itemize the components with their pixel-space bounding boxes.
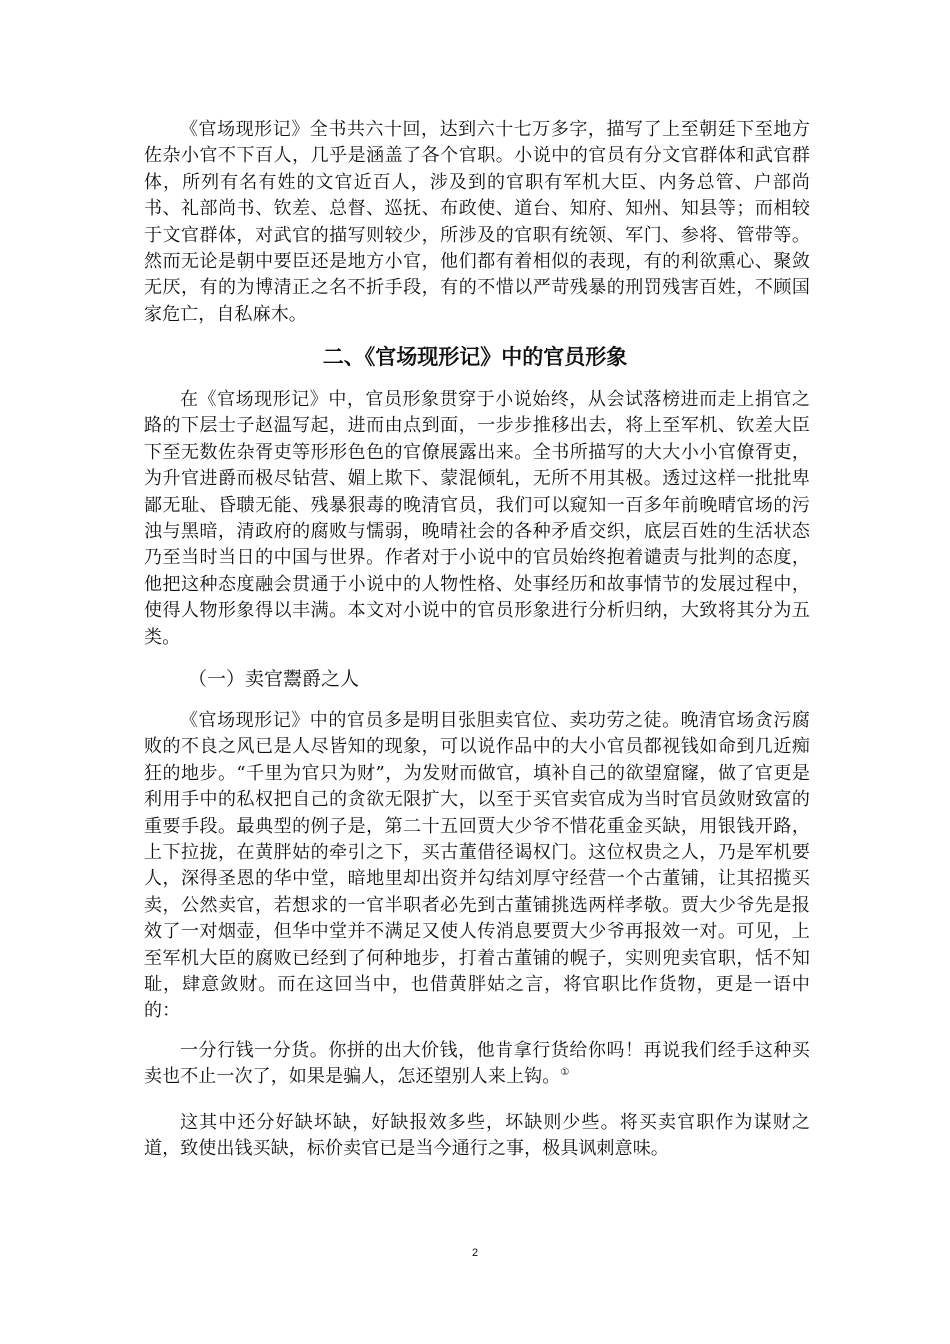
quote-text: 一分行钱一分货。你拼的出大价钱，他肯拿行货给你吗！再说我们经手这种买卖也不止一次了，如果是骗人，怎还望别人来上钩。: [144, 1040, 810, 1088]
body-paragraph: 《官场现形记》中的官员多是明目张胆卖官位、卖功劳之徒。晚清官场贪污腐败的不良之风已是人尽皆知的现象，可以说作品中的大小官员都视钱如命到几近痴狂的地步。“千里为官只为财”，为发财而做官，填补自己的欲望窟窿，做了官更是利用手中的私权把自己的贪欲无限扩大，以至于买官卖官成为当时官员敛财致富的重要手段。最典型的例子是，第二十五回贾大少爷不惜花重金买缺，用银钱开路，上下拉拢，在黄胖姑的牵引之下，买古董借径谒权门。这位权贵之人，乃是军机要人，深得圣恩的华中堂，暗地里却出资并勾结刘厚守经营一个古董铺，让其招揽买卖，公然卖官，若想求的一官半职者必先到古董铺挑选两样孝敬。贾大少爷先是报效了一对烟壶，但华中堂并不满足又使人传消息要贾大少爷再报效一对。可见，上至军机大臣的腐败已经到了何种地步，打着古董铺的幌子，实则兜卖官职，恬不知耻，肆意敛财。而在这回当中，也借黄胖姑之言，将官职比作货物，更是一语中的：: [144, 710, 810, 1022]
body-paragraph: 这其中还分好缺坏缺，好缺报效多些，坏缺则少些。将买卖官职作为谋财之道，致使出钱买缺，标价卖官已是当今通行之事，极具讽刺意味。: [144, 1112, 810, 1160]
body-paragraph: 《官场现形记》全书共六十回，达到六十七万多字，描写了上至朝廷下至地方佐杂小官不下百人，几乎是涵盖了各个官职。小说中的官员有分文官群体和武官群体，所列有名有姓的文官近百人，涉及到的官职有军机大臣、内务总管、户部尚书、礼部尚书、钦差、总督、巡抚、布政使、道台、知府、知州、知县等；而相较于文官群体，对武官的描写则较少，所涉及的官职有统领、军门、参将、管带等。然而无论是朝中要臣还是地方小官，他们都有着相似的表现，有的利欲熏心、聚敛无厌，有的为博清正之名不折手段，有的不惜以严苛残暴的刑罚残害百姓，不顾国家危亡，自私麻木。: [144, 119, 810, 325]
subsection-heading: （一）卖官鬻爵之人: [188, 668, 360, 690]
page-number: 2: [471, 1247, 479, 1259]
block-quote: [144, 1038, 810, 1091]
body-paragraph: 在《官场现形记》中，官员形象贯穿于小说始终，从会试落榜进而走上捐官之路的下层士子赵温写起，进而由点到面，一步步推移出去，将上至军机、钦差大臣下至无数佐杂胥吏等形形色色的官僚展露出来。全书所描写的大大小小官僚胥吏，为升官进爵而极尽钻营、媚上欺下、蒙混倾轧，无所不用其极。透过这样一批批卑鄙无耻、昏聩无能、残暴狠毒的晚清官员，我们可以窥知一百多年前晚晴官场的污浊与黑暗，清政府的腐败与懦弱，晚晴社会的各种矛盾交织，底层百姓的生活状态乃至当时当日的中国与世界。作者对于小说中的官员始终抱着谴责与批判的态度，他把这种态度融会贯通于小说中的人物性格、处事经历和故事情节的发展过程中，使得人物形象得以丰满。本文对小说中的官员形象进行分析归纳，大致将其分为五类。: [144, 389, 810, 648]
section-heading: 二、《官场现形记》中的官员形象: [322, 345, 628, 369]
footnote-marker[interactable]: ①: [560, 1067, 570, 1079]
